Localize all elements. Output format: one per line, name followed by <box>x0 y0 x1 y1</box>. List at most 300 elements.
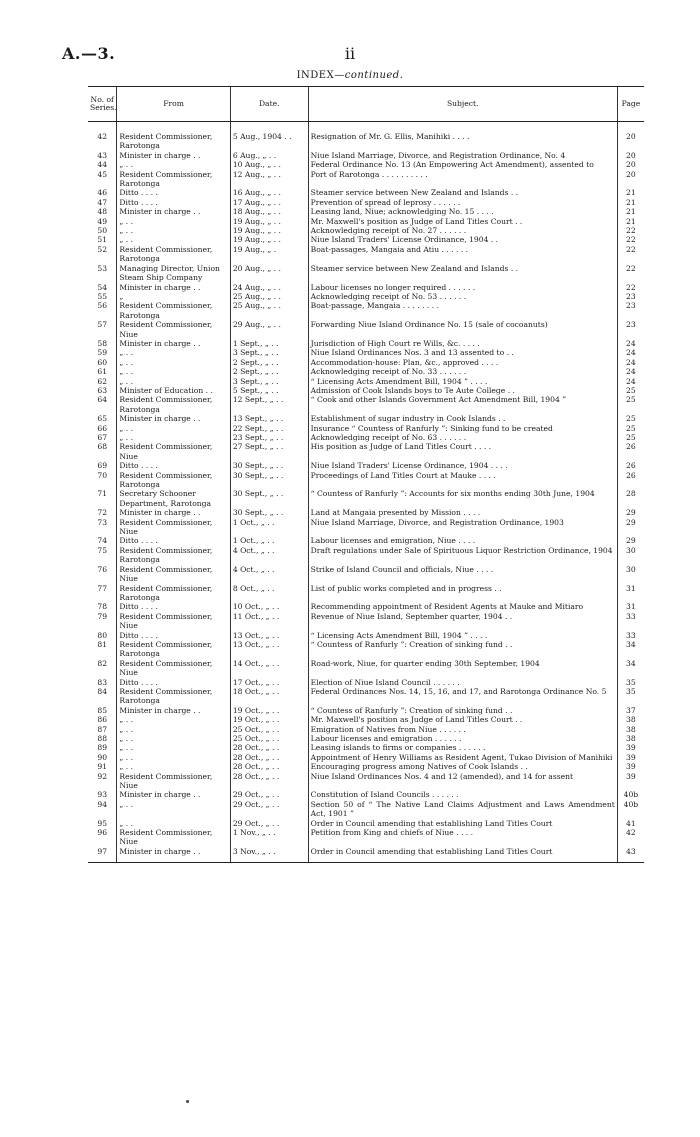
cell-no: 82 <box>97 658 108 668</box>
cell-date: 23 Sept., „ . . <box>230 433 308 442</box>
index-table-body <box>88 122 644 863</box>
cell-date: 30 Sept., „ . . <box>230 508 308 517</box>
cell-from: Managing Director, Union Steam Ship Company <box>117 264 230 283</box>
cell-from: Minister in charge . . <box>117 790 230 799</box>
cell-date: 5 Sept., „ . . <box>230 386 308 395</box>
cell-page: 24 <box>617 377 644 386</box>
cell-page: 41 <box>617 819 644 828</box>
cell-page: 35 <box>617 678 644 687</box>
cell-subject: “ Licensing Acts Amendment Bill, 1904 ” . . . . <box>308 377 617 386</box>
cell-from: Ditto . . . . <box>117 198 230 207</box>
cell-subject: Appointment of Henry Williams as Resident Agent, Tukao Division of Manihiki <box>308 753 617 762</box>
cell-no: 49 <box>97 216 108 226</box>
cell-no: 67 <box>97 433 108 442</box>
table-row <box>88 536 644 545</box>
table-row <box>88 602 644 611</box>
table-row <box>88 226 644 235</box>
cell-page: 28 <box>617 489 644 508</box>
table-row <box>88 508 644 517</box>
table-row <box>88 320 644 339</box>
cell-from: Resident Commissioner, Rarotonga <box>117 301 230 320</box>
cell-from: Ditto . . . . <box>117 602 230 611</box>
cell-subject: Forwarding Niue Island Ordinance No. 15 (sale of cocoanuts) <box>308 320 617 339</box>
cell-page: 29 <box>617 508 644 517</box>
cell-no: 46 <box>97 188 108 198</box>
cell-page: 31 <box>617 602 644 611</box>
cell-page: 38 <box>617 715 644 724</box>
cell-subject: Niue Island Traders' License Ordinance, 1904 . . <box>308 235 617 244</box>
table-row <box>88 339 644 348</box>
cell-from: Resident Commissioner, Rarotonga <box>117 640 230 659</box>
cell-subject: Establishment of sugar industry in Cook Islands . . <box>308 414 617 423</box>
table-row <box>88 518 644 537</box>
col-header-from: From <box>117 87 230 122</box>
cell-no: 79 <box>97 611 108 621</box>
cell-no: 94 <box>97 799 108 809</box>
cell-subject: Mr. Maxwell's position as Judge of Land Titles Court . . <box>308 217 617 226</box>
cell-no: 56 <box>97 301 108 311</box>
table-row <box>88 433 644 442</box>
cell-date: 18 Aug., „ . . <box>230 207 308 216</box>
cell-page: 20 <box>617 170 644 189</box>
cell-date: 30 Sept., „ . . <box>230 471 308 490</box>
cell-subject: Resignation of Mr. G. Ellis, Manihiki . . . . <box>308 122 617 151</box>
cell-subject: Constitution of Island Councils . . . . . . <box>308 790 617 799</box>
cell-page: 39 <box>617 753 644 762</box>
cell-date: 28 Oct., „ . . <box>230 762 308 771</box>
table-row <box>88 706 644 715</box>
cell-subject: Encouraging progress among Natives of Cook Islands . . <box>308 762 617 771</box>
cell-subject: List of public works completed and in progress . . <box>308 584 617 603</box>
cell-from: „ . . <box>117 358 230 367</box>
cell-from: „ . . <box>117 367 230 376</box>
cell-page: 39 <box>617 772 644 791</box>
cell-subject: Port of Rarotonga . . . . . . . . . . <box>308 170 617 189</box>
table-row <box>88 715 644 724</box>
cell-subject: Jurisdiction of High Court re Wills, &c. . . . . <box>308 339 617 348</box>
cell-from: „ . . <box>117 235 230 244</box>
cell-no: 64 <box>97 395 108 405</box>
table-row <box>88 828 644 847</box>
cell-page: 39 <box>617 762 644 771</box>
cell-from: Resident Commissioner, Rarotonga <box>117 122 230 151</box>
cell-no: 61 <box>97 367 108 377</box>
cell-date: 25 Aug., „ . . <box>230 301 308 320</box>
cell-subject: Revenue of Niue Island, September quarter, 1904 . . <box>308 612 617 631</box>
table-row <box>88 367 644 376</box>
cell-date: 19 Oct., „ . . <box>230 715 308 724</box>
cell-no: 50 <box>97 226 108 236</box>
cell-date: 1 Nov., „ . . <box>230 828 308 847</box>
cell-date: 11 Oct., „ . . <box>230 612 308 631</box>
cell-date: 27 Sept., „ . . <box>230 442 308 461</box>
cell-subject: Niue Island Marriage, Divorce, and Registration Ordinance, 1903 <box>308 518 617 537</box>
cell-date: 17 Oct., „ . . <box>230 678 308 687</box>
cell-from: Resident Commissioner, Rarotonga <box>117 245 230 264</box>
cell-subject: Mr. Maxwell's position as Judge of Land Titles Court . . <box>308 715 617 724</box>
cell-from: Resident Commissioner, Niue <box>117 828 230 847</box>
cell-no: 63 <box>97 385 108 395</box>
cell-from: „ . . <box>117 753 230 762</box>
cell-page: 34 <box>617 640 644 659</box>
cell-page: 24 <box>617 358 644 367</box>
cell-page: 25 <box>617 414 644 423</box>
cell-no: 44 <box>97 160 108 170</box>
cell-page: 30 <box>617 565 644 584</box>
cell-page: 21 <box>617 188 644 197</box>
cell-from: Ditto . . . . <box>117 536 230 545</box>
cell-page: 22 <box>617 245 644 264</box>
table-row <box>88 584 644 603</box>
table-row <box>88 678 644 687</box>
cell-page: 20 <box>617 160 644 169</box>
table-row <box>88 659 644 678</box>
cell-subject: Order in Council amending that establishing Land Titles Court <box>308 847 617 863</box>
cell-subject: “ Licensing Acts Amendment Bill, 1904 ” . . . . <box>308 631 617 640</box>
cell-page: 20 <box>617 151 644 160</box>
cell-date: 13 Sept., „ . . <box>230 414 308 423</box>
table-row <box>88 301 644 320</box>
cell-page: 26 <box>617 471 644 490</box>
cell-page: 23 <box>617 320 644 339</box>
table-row <box>88 631 644 640</box>
table-row <box>88 612 644 631</box>
cell-subject: Labour licenses and emigration . . . . . . <box>308 734 617 743</box>
cell-page: 39 <box>617 743 644 752</box>
cell-subject: Federal Ordinances Nos. 14, 15, 16, and 17, and Rarotonga Ordinance No. 5 <box>308 687 617 706</box>
cell-from: „ . . <box>117 348 230 357</box>
cell-page: 33 <box>617 631 644 640</box>
cell-page: 24 <box>617 367 644 376</box>
cell-no: 57 <box>97 320 108 330</box>
table-row <box>88 358 644 367</box>
cell-no: 83 <box>97 677 108 687</box>
stray-mark <box>186 1100 189 1103</box>
cell-date: 28 Oct., „ . . <box>230 743 308 752</box>
cell-no: 76 <box>97 564 108 574</box>
cell-from: Resident Commissioner, Niue <box>117 565 230 584</box>
cell-page: 21 <box>617 217 644 226</box>
cell-page: 38 <box>617 734 644 743</box>
table-row <box>88 734 644 743</box>
cell-page: 40b <box>617 800 644 819</box>
cell-no: 70 <box>97 470 108 480</box>
cell-from: „ <box>117 292 230 301</box>
cell-from: Ditto . . . . <box>117 461 230 470</box>
cell-page: 42 <box>617 828 644 847</box>
cell-no: 55 <box>97 291 108 301</box>
cell-from: „ . . <box>117 433 230 442</box>
cell-from: Minister in charge . . <box>117 847 230 863</box>
cell-page: 22 <box>617 235 644 244</box>
cell-page: 29 <box>617 518 644 537</box>
cell-from: „ . . <box>117 743 230 752</box>
cell-subject: Leasing islands to firms or companies . . . . . . <box>308 743 617 752</box>
cell-page: 25 <box>617 433 644 442</box>
cell-from: Resident Commissioner, Niue <box>117 612 230 631</box>
cell-no: 65 <box>97 414 108 424</box>
table-row <box>88 386 644 395</box>
col-header-subject: Subject. <box>308 87 617 122</box>
cell-date: 3 Nov., „ . . <box>230 847 308 863</box>
cell-date: 18 Oct., „ . . <box>230 687 308 706</box>
cell-from: Resident Commissioner, Rarotonga <box>117 471 230 490</box>
cell-date: 19 Aug., „ . <box>230 245 308 264</box>
cell-from: Resident Commissioner, Rarotonga <box>117 395 230 414</box>
cell-from: Minister in charge . . <box>117 283 230 292</box>
cell-page: 25 <box>617 395 644 414</box>
table-row <box>88 395 644 414</box>
cell-from: Minister in charge . . <box>117 207 230 216</box>
cell-no: 95 <box>97 818 108 828</box>
cell-from: Resident Commissioner, Niue <box>117 772 230 791</box>
cell-date: 12 Sept., „ . . <box>230 395 308 414</box>
table-row <box>88 565 644 584</box>
cell-from: Minister in charge . . <box>117 151 230 160</box>
table-row <box>88 292 644 301</box>
cell-date: 8 Oct., „ . . <box>230 584 308 603</box>
cell-date: 3 Sept., „ . . <box>230 377 308 386</box>
cell-subject: Acknowledging receipt of No. 27 . . . . . . <box>308 226 617 235</box>
cell-subject: His position as Judge of Land Titles Court . . . . <box>308 442 617 461</box>
index-table <box>88 86 644 863</box>
cell-subject: Strike of Island Council and officials, Niue . . . . <box>308 565 617 584</box>
cell-no: 51 <box>97 235 108 245</box>
cell-subject: Labour licenses and emigration, Niue . . . . <box>308 536 617 545</box>
cell-subject: Boat-passage, Mangaia . . . . . . . . <box>308 301 617 320</box>
cell-subject: Proceedings of Land Titles Court at Mauke . . . . <box>308 471 617 490</box>
cell-subject: Steamer service between New Zealand and Islands . . <box>308 188 617 197</box>
cell-no: 54 <box>97 282 108 292</box>
index-title-continued: continued. <box>344 70 404 81</box>
cell-from: Minister of Education . . <box>117 386 230 395</box>
cell-date: 25 Aug., „ . . <box>230 292 308 301</box>
table-row <box>88 471 644 490</box>
cell-page: 24 <box>617 348 644 357</box>
table-row <box>88 762 644 771</box>
table-row <box>88 687 644 706</box>
cell-from: „ . . <box>117 160 230 169</box>
cell-subject: Order in Council amending that establishing Land Titles Court <box>308 819 617 828</box>
cell-date: 2 Sept., „ . . <box>230 358 308 367</box>
cell-subject: Section 50 of “ The Native Land Claims Adjustment and Laws Amendment Act, 1901 ” <box>308 800 617 819</box>
table-row <box>88 424 644 433</box>
cell-from: „ . . <box>117 762 230 771</box>
cell-page: 43 <box>617 847 644 863</box>
cell-date: 17 Aug., „ . . <box>230 198 308 207</box>
cell-date: 14 Oct., „ . . <box>230 659 308 678</box>
cell-from: Minister in charge . . <box>117 414 230 423</box>
cell-subject: Boat-passages, Mangaia and Atiu . . . . . . <box>308 245 617 264</box>
cell-no: 73 <box>97 517 108 527</box>
cell-date: 10 Aug., „ . . <box>230 160 308 169</box>
cell-no: 92 <box>97 771 108 781</box>
cell-no: 43 <box>97 150 108 160</box>
cell-no: 66 <box>97 423 108 433</box>
cell-no: 89 <box>97 743 108 753</box>
cell-subject: Labour licenses no longer required . . . . . . <box>308 283 617 292</box>
cell-page: 40b <box>617 790 644 799</box>
cell-subject: Federal Ordinance No. 13 (An Empowering Act Amendment), assented to <box>308 160 617 169</box>
table-row <box>88 235 644 244</box>
cell-no: 85 <box>97 705 108 715</box>
index-table-header <box>88 87 644 122</box>
cell-page: 21 <box>617 198 644 207</box>
cell-date: 13 Oct., „ . . <box>230 631 308 640</box>
cell-no: 62 <box>97 376 108 386</box>
cell-page: 22 <box>617 264 644 283</box>
cell-no: 90 <box>97 752 108 762</box>
cell-from: „ . . <box>117 217 230 226</box>
cell-subject: Prevention of spread of leprosy . . . . . . <box>308 198 617 207</box>
cell-page: 25 <box>617 424 644 433</box>
cell-no: 93 <box>97 790 108 800</box>
table-row <box>88 800 644 819</box>
cell-subject: Acknowledging receipt of No. 33 . . . . . . <box>308 367 617 376</box>
cell-from: Resident Commissioner, Niue <box>117 320 230 339</box>
table-row <box>88 546 644 565</box>
cell-subject: Niue Island Marriage, Divorce, and Registration Ordinance, No. 4 <box>308 151 617 160</box>
cell-subject: “ Cook and other Islands Government Act Amendment Bill, 1904 ” <box>308 395 617 414</box>
cell-subject: Road-work, Niue, for quarter ending 30th September, 1904 <box>308 659 617 678</box>
table-row <box>88 743 644 752</box>
cell-page: 26 <box>617 461 644 470</box>
cell-from: Minister in charge . . <box>117 508 230 517</box>
cell-date: 16 Aug., „ . . <box>230 188 308 197</box>
cell-subject: Niue Island Ordinances Nos. 4 and 12 (amended), and 14 for assent <box>308 772 617 791</box>
table-row <box>88 264 644 283</box>
table-row <box>88 847 644 863</box>
cell-no: 88 <box>97 734 108 743</box>
cell-no: 80 <box>97 630 108 640</box>
index-title-main: INDEX— <box>296 70 345 81</box>
cell-subject: Insurance “ Countess of Ranfurly ”: Sinking fund to be created <box>308 424 617 433</box>
cell-no: 60 <box>97 357 108 367</box>
cell-from: Resident Commissioner, Rarotonga <box>117 687 230 706</box>
cell-date: 1 Sept., „ . . <box>230 339 308 348</box>
cell-subject: Draft regulations under Sale of Spirituous Liquor Restriction Ordinance, 1904 <box>308 546 617 565</box>
cell-page: 21 <box>617 207 644 216</box>
cell-date: 22 Sept., „ . . <box>230 424 308 433</box>
cell-date: 30 Sept., „ . . <box>230 461 308 470</box>
cell-date: 19 Aug., „ . . <box>230 235 308 244</box>
cell-date: 6 Aug., „ . . <box>230 151 308 160</box>
table-row <box>88 160 644 169</box>
table-row <box>88 442 644 461</box>
cell-from: „ . . <box>117 715 230 724</box>
cell-page: 29 <box>617 536 644 545</box>
page-number: ii <box>344 44 356 63</box>
table-row <box>88 198 644 207</box>
cell-from: Resident Commissioner, Niue <box>117 518 230 537</box>
cell-no: 59 <box>97 348 108 358</box>
cell-page: 35 <box>617 687 644 706</box>
cell-subject: Admission of Cook Islands boys to Te Aute College . . <box>308 386 617 395</box>
cell-date: 30 Sept., „ . . <box>230 489 308 508</box>
cell-subject: Steamer service between New Zealand and Islands . . <box>308 264 617 283</box>
cell-no: 81 <box>97 639 108 649</box>
cell-date: 20 Aug., „ . . <box>230 264 308 283</box>
cell-no: 48 <box>97 207 108 217</box>
cell-no: 45 <box>97 169 108 179</box>
cell-subject: Election of Niue Island Council . . . . . . <box>308 678 617 687</box>
cell-from: „ . . <box>117 800 230 819</box>
cell-no: 84 <box>97 686 108 696</box>
cell-no: 97 <box>88 847 117 863</box>
cell-from: „ . . <box>117 424 230 433</box>
cell-no: 74 <box>97 536 108 546</box>
cell-subject: “ Countess of Ranfurly ”: Creation of sinking fund . . <box>308 706 617 715</box>
cell-page: 37 <box>617 706 644 715</box>
cell-from: Resident Commissioner, Niue <box>117 442 230 461</box>
cell-from: Ditto . . . . <box>117 631 230 640</box>
cell-subject: Emigration of Natives from Niue . . . . . . <box>308 725 617 734</box>
table-row <box>88 772 644 791</box>
cell-page: 22 <box>617 226 644 235</box>
cell-date: 19 Oct., „ . . <box>230 706 308 715</box>
cell-date: 28 Oct., „ . . <box>230 753 308 762</box>
cell-date: 29 Oct., „ . . <box>230 819 308 828</box>
cell-date: 19 Aug., „ . . <box>230 217 308 226</box>
document-reference: A.—3. <box>62 44 116 63</box>
cell-no: 53 <box>97 263 108 273</box>
cell-page: 33 <box>617 612 644 631</box>
cell-from: „ . . <box>117 734 230 743</box>
table-row <box>88 753 644 762</box>
cell-no: 47 <box>97 197 108 207</box>
cell-no: 52 <box>97 244 108 254</box>
cell-page: 26 <box>617 442 644 461</box>
cell-no: 91 <box>97 762 108 772</box>
cell-date: 25 Oct., „ . . <box>230 734 308 743</box>
cell-date: 24 Aug., „ . . <box>230 283 308 292</box>
cell-page: 31 <box>617 584 644 603</box>
index-title <box>0 70 700 81</box>
cell-subject: Acknowledging receipt of No. 63 . . . . . . <box>308 433 617 442</box>
table-row <box>88 640 644 659</box>
cell-from: Secretary Schooner Department, Rarotonga <box>117 489 230 508</box>
cell-subject: “ Countess of Ranfurly ”: Creation of sinking fund . . <box>308 640 617 659</box>
cell-date: 29 Aug., „ . . <box>230 320 308 339</box>
cell-subject: Accommodation-house: Plan, &c., approved . . . . <box>308 358 617 367</box>
cell-date: 29 Oct., „ . . <box>230 800 308 819</box>
cell-subject: Land at Mangaia presented by Mission . . . . <box>308 508 617 517</box>
cell-from: „ . . <box>117 819 230 828</box>
table-row <box>88 725 644 734</box>
cell-subject: Acknowledging receipt of No. 53 . . . . . . <box>308 292 617 301</box>
table-row <box>88 790 644 799</box>
cell-no: 86 <box>97 715 108 725</box>
cell-page: 22 <box>617 283 644 292</box>
cell-date: 1 Oct., „ . . <box>230 518 308 537</box>
table-row <box>88 207 644 216</box>
col-header-page: Page <box>617 87 644 122</box>
table-row <box>88 377 644 386</box>
cell-from: „ . . <box>117 377 230 386</box>
cell-no: 78 <box>97 602 108 612</box>
col-header-date: Date. <box>230 87 308 122</box>
cell-page: 24 <box>617 339 644 348</box>
cell-page: 34 <box>617 659 644 678</box>
cell-no: 71 <box>97 489 108 499</box>
cell-subject: Niue Island Traders' License Ordinance, 1904 . . . . <box>308 461 617 470</box>
cell-date: 1 Oct., „ . . <box>230 536 308 545</box>
cell-from: „ . . <box>117 725 230 734</box>
cell-no: 77 <box>97 583 108 593</box>
cell-date: 29 Oct., „ . . <box>230 790 308 799</box>
cell-date: 5 Aug., 1904 . . <box>230 122 308 151</box>
cell-date: 25 Oct., „ . . <box>230 725 308 734</box>
